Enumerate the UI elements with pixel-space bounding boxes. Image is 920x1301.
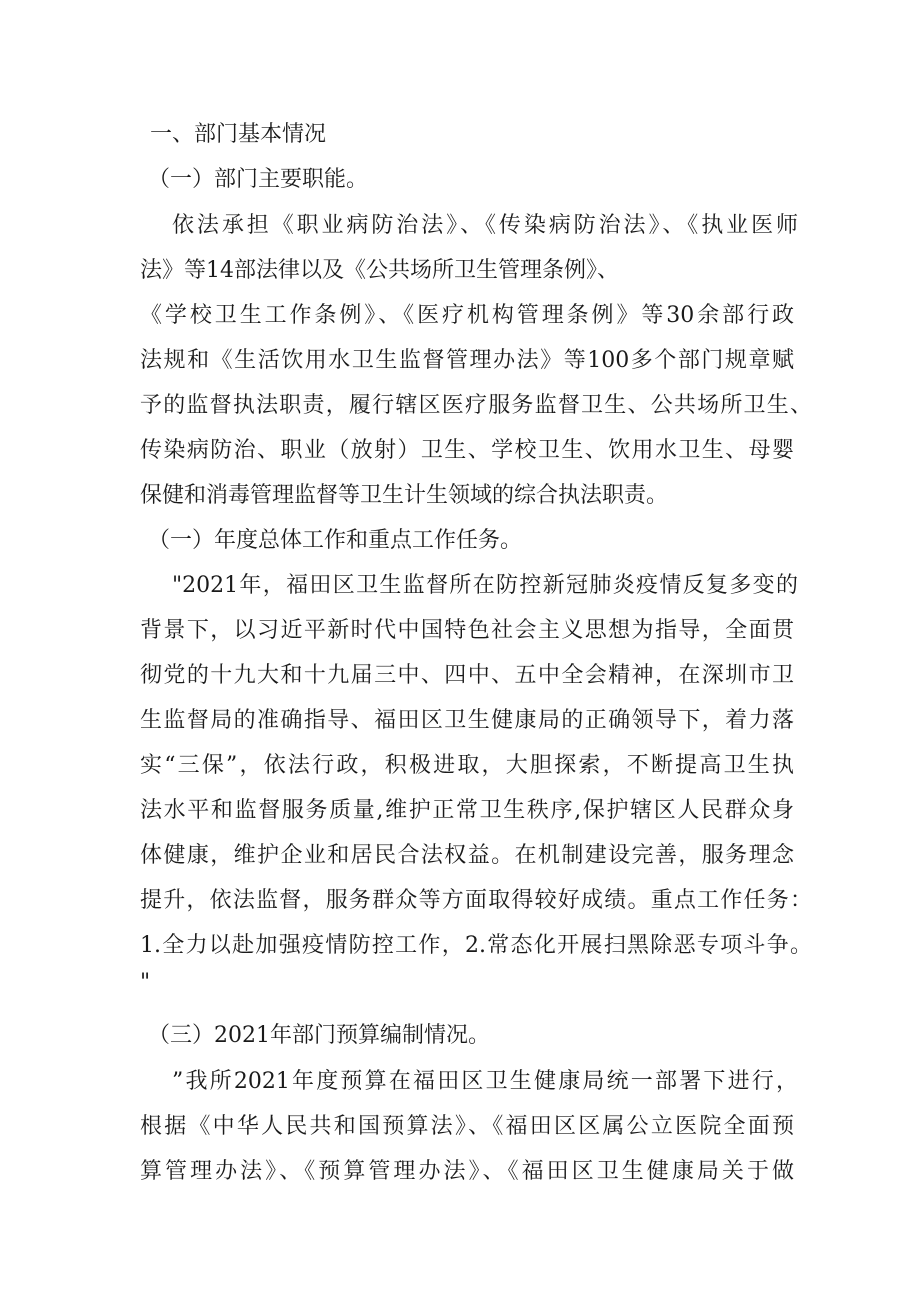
paragraph-line: 予的监督执法职责，履行辖区医疗服务监督卫生、公共场所卫生、: [140, 393, 812, 418]
subsection-heading-functions: （一）部门主要职能。: [148, 167, 369, 192]
subsection-heading-tasks: （一）年度总体工作和重点工作任务。: [148, 528, 523, 553]
paragraph-line: 彻党的十九大和十九届三中、四中、五中全会精神，在深圳市卫: [140, 663, 794, 688]
paragraph-line: 1.全力以赴加强疫情防控工作，2.常态化开展扫黑除恶专项斗争。: [140, 933, 812, 958]
paragraph-line: 算管理办法》、《预算管理办法》、《福田区卫生健康局关于做: [140, 1159, 794, 1184]
paragraph-line: 生监督局的准确指导、福田区卫生健康局的正确领导下，着力落: [140, 708, 794, 733]
paragraph-line: 背景下，以习近平新时代中国特色社会主义思想为指导，全面贯: [140, 618, 794, 643]
paragraph-line: 提升，依法监督，服务群众等方面取得较好成绩。重点工作任务：: [140, 888, 812, 913]
paragraph-line: 保健和消毒管理监督等卫生计生领域的综合执法职责。: [140, 483, 669, 508]
paragraph-line: 依法承担《职业病防治法》、《传染病防治法》、《执业医师: [172, 213, 798, 238]
paragraph-line: 传染病防治、职业（放射）卫生、学校卫生、饮用水卫生、母婴: [140, 438, 794, 463]
paragraph-line: 实“三保”，依法行政，积极进取，大胆探索，不断提高卫生执: [140, 753, 794, 778]
paragraph-line: 法》等14部法律以及《公共场所卫生管理条例》、: [140, 258, 619, 283]
paragraph-line: 《学校卫生工作条例》、《医疗机构管理条例》等30余部行政: [140, 303, 794, 328]
paragraph-line: ”我所2021年度预算在福田区卫生健康局统一部署下进行，: [172, 1069, 798, 1094]
paragraph-line: 体健康，维护企业和居民合法权益。在机制建设完善，服务理念: [140, 843, 794, 868]
paragraph-line: 根据《中华人民共和国预算法》、《福田区区属公立医院全面预: [140, 1114, 794, 1139]
paragraph-line: 法规和《生活饮用水卫生监督管理办法》等100多个部门规章赋: [140, 348, 794, 373]
paragraph-line: 法水平和监督服务质量,维护正常卫生秩序,保护辖区人民群众身: [140, 798, 794, 823]
paragraph-line: ": [140, 970, 151, 995]
subsection-heading-budget: （三）2021年部门预算编制情况。: [148, 1023, 490, 1048]
paragraph-line: "2021年，福田区卫生监督所在防控新冠肺炎疫情反复多变的: [172, 573, 798, 598]
section-heading: 一、部门基本情况: [150, 122, 327, 147]
